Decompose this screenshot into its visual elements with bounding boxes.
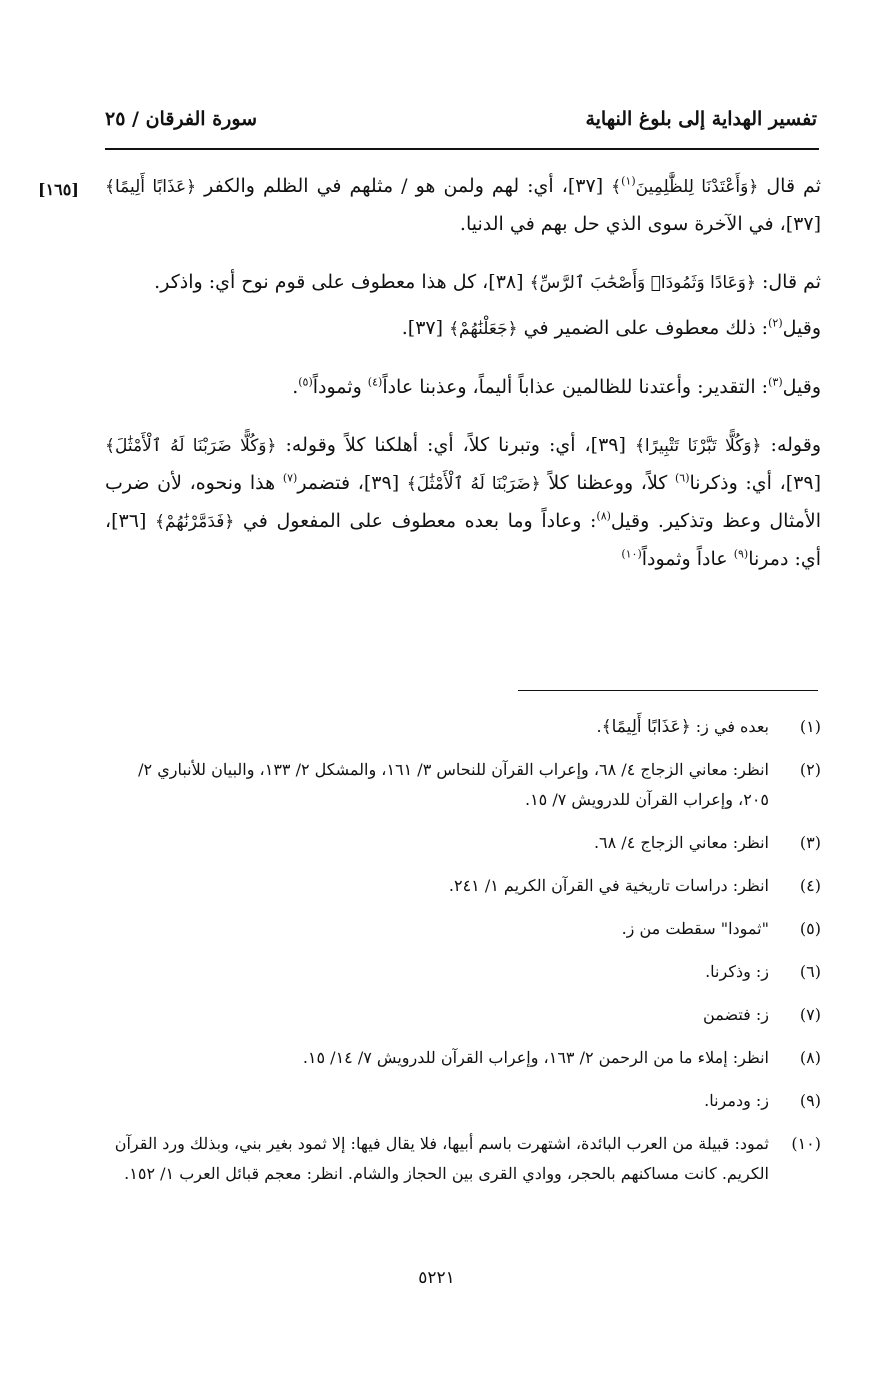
footnote-marker: (١٠) <box>621 547 642 561</box>
text-run: انظر: دراسات تاريخية في القرآن الكريم ١/ ٢٤١. <box>448 876 769 895</box>
text-run: [٣٧]، في الآخرة سوى الذي حل بهم في الدنيا. <box>459 213 821 235</box>
footnote <box>105 914 821 944</box>
text-run: انظر: إملاء ما من الرحمن ٢/ ١٦٣، وإعراب القرآن للدرويش ٧/ ١٤/ ١٥. <box>302 1048 769 1067</box>
quran-verse: ﴾ <box>611 177 622 197</box>
quran-verse: ﴿ضَرَبْنَا لَهُ ٱلْأَمْثَٰلَ﴾ <box>406 474 541 494</box>
footnote-text <box>105 871 769 901</box>
footnote-marker: (٢) <box>768 316 783 330</box>
text-run: عاداً وثموداً <box>641 548 734 570</box>
text-run: [٣٩]، فتضمر <box>297 472 407 494</box>
quran-verse: ﴿وَكُلًّا تَبَّرْنَا تَتْبِيرًا﴾ <box>634 436 762 456</box>
text-run: ثمود: قبيلة من العرب البائدة، اشتهرت باسم أبيها، فلا يقال فيها: إلا ثمود بغير بني، وبذلك ورد القرآن الكريم. كانت مساكنهم بالحجر، ووادي القرى بين الحجاز والشام. انظر: معجم قبائل العرب ١/ ١٥٢. <box>114 1134 769 1183</box>
footnote-text <box>105 914 769 944</box>
text-run: هذا ونحوه، لأن ضرب الأمثال وعظ وتذكير. وقيل <box>105 472 821 532</box>
paragraph <box>105 264 821 302</box>
footnote <box>105 712 821 742</box>
quran-verse: ﴿عَذَابًا أَلِيمًا﴾ <box>105 177 197 197</box>
footnote-number: (٨) <box>799 1048 821 1067</box>
footnote <box>105 1043 821 1073</box>
footnote <box>105 828 821 858</box>
footnotes-list <box>105 712 821 1202</box>
text-run: ثم قال <box>758 175 821 197</box>
page-header <box>105 108 817 142</box>
text-run: "ثمودا" سقطت من ز. <box>621 919 769 938</box>
quran-verse: ﴿جَعَلْنَٰهُمْ﴾ <box>449 319 518 339</box>
quran-verse: ﴿وَأَعْتَدْنَا لِلظَّٰلِمِينَ <box>635 177 759 197</box>
footnote <box>105 957 821 987</box>
text-run: وقيل <box>782 376 821 398</box>
book-title: تفسير الهداية إلى بلوغ النهاية <box>585 108 817 130</box>
quran-verse: ﴿عَذَابًا أَلِيمًا﴾ <box>601 717 691 737</box>
footnote-marker: (٣) <box>768 375 783 389</box>
text-run: ز: ودمرنا. <box>704 1091 769 1110</box>
text-run: بعده في ز: <box>690 717 769 736</box>
text-run: انظر: معاني الزجاج ٤/ ٦٨. <box>593 833 769 852</box>
footnote <box>105 871 821 901</box>
footnote <box>105 1086 821 1116</box>
text-run: ز: وذكرنا. <box>705 962 769 981</box>
footnote-text <box>105 828 769 858</box>
footnote <box>105 1129 821 1189</box>
text-run: . <box>596 717 602 736</box>
header-divider <box>105 148 819 150</box>
text-run: . <box>292 376 299 398</box>
text-run: وثموداً <box>312 376 368 398</box>
text-run: كلاً، ووعظنا كلاً <box>540 472 675 494</box>
footnote-number: (٩) <box>799 1091 821 1110</box>
text-run: ز: فتضمن <box>703 1005 769 1024</box>
footnote-text <box>105 1129 769 1189</box>
margin-page-reference: [١٦٥] <box>38 180 79 199</box>
footnote <box>105 755 821 815</box>
text-run: انظر: معاني الزجاج ٤/ ٦٨، وإعراب القرآن للنحاس ٣/ ١٦١، والمشكل ٢/ ١٣٣، والبيان للأنباري ٢/ ٢٠٥، وإعراب القرآن للدرويش ٧/ ١٥. <box>138 760 769 809</box>
text-run: [٣٨]، كل هذا معطوف على قوم نوح أي: واذكر. <box>154 271 530 293</box>
footnote-marker: (٦) <box>674 471 690 485</box>
footnote-marker: (٤) <box>367 375 383 389</box>
footnote-marker: (٥) <box>298 375 313 389</box>
quran-verse: ﴿وَكُلًّا ضَرَبْنَا لَهُ ٱلْأَمْثَٰلَ﴾ <box>105 436 277 456</box>
text-run: وقوله: <box>761 434 821 456</box>
footnote-marker: (٩) <box>733 547 749 561</box>
text-run: وقيل <box>782 317 821 339</box>
paragraph <box>105 168 821 243</box>
footnote-text <box>105 755 769 815</box>
footnote-number: (٧) <box>799 1005 821 1024</box>
footnote-number: (١٠) <box>791 1134 821 1153</box>
footnote-marker: (٧) <box>282 471 298 485</box>
footnote-number: (٣) <box>799 833 821 852</box>
footnote-text <box>105 1086 769 1116</box>
footnote-text <box>105 957 769 987</box>
text-run: [٣٧]. <box>401 317 450 339</box>
text-run: : التقدير: وأعتدنا للظالمين عذاباً أليماً، وعذبنا عاداً <box>382 376 769 398</box>
footnote-marker: (١) <box>621 174 636 188</box>
footnote-marker: (٨) <box>596 509 611 523</box>
paragraph <box>105 369 821 406</box>
footnote-number: (١) <box>799 717 821 736</box>
footnote-number: (٤) <box>799 876 821 895</box>
page-number: ٥٢٢١ <box>418 1268 455 1288</box>
text-run: : ذلك معطوف على الضمير في <box>517 317 769 339</box>
footnote-text <box>105 1043 769 1073</box>
paragraph <box>105 310 821 348</box>
footnote-number: (٥) <box>799 919 821 938</box>
text-run: ثم قال: <box>755 271 821 293</box>
text-run: [٣٩]، أي: وذكرنا <box>689 472 821 494</box>
footnote-number: (٢) <box>799 760 821 779</box>
footnote <box>105 1000 821 1030</box>
paragraph <box>105 427 821 578</box>
footnote-number: (٦) <box>799 962 821 981</box>
text-run: [٣٦]، أي: دمرنا <box>105 510 821 570</box>
footnote-text <box>105 712 769 742</box>
footnote-divider <box>518 690 818 691</box>
text-run: : وعاداً وما بعده معطوف على المفعول في <box>234 510 597 532</box>
text-run: [٣٧]، أي: لهم ولمن هو / مثلهم في الظلم والكفر <box>196 175 612 197</box>
footnote-text <box>105 1000 769 1030</box>
quran-verse: ﴿فَدَمَّرْنَٰهُمْ﴾ <box>154 512 235 532</box>
main-text <box>105 168 821 599</box>
text-run: [٣٩]، أي: وتبرنا كلاً، أي: أهلكنا كلاً وقوله: <box>276 434 635 456</box>
surah-label: سورة الفرقان / ٢٥ <box>105 108 258 130</box>
quran-verse: ﴿وَعَادًا وَثَمُودَا۟ وَأَصْحَٰبَ ٱلرَّسِّ﴾ <box>529 273 756 293</box>
